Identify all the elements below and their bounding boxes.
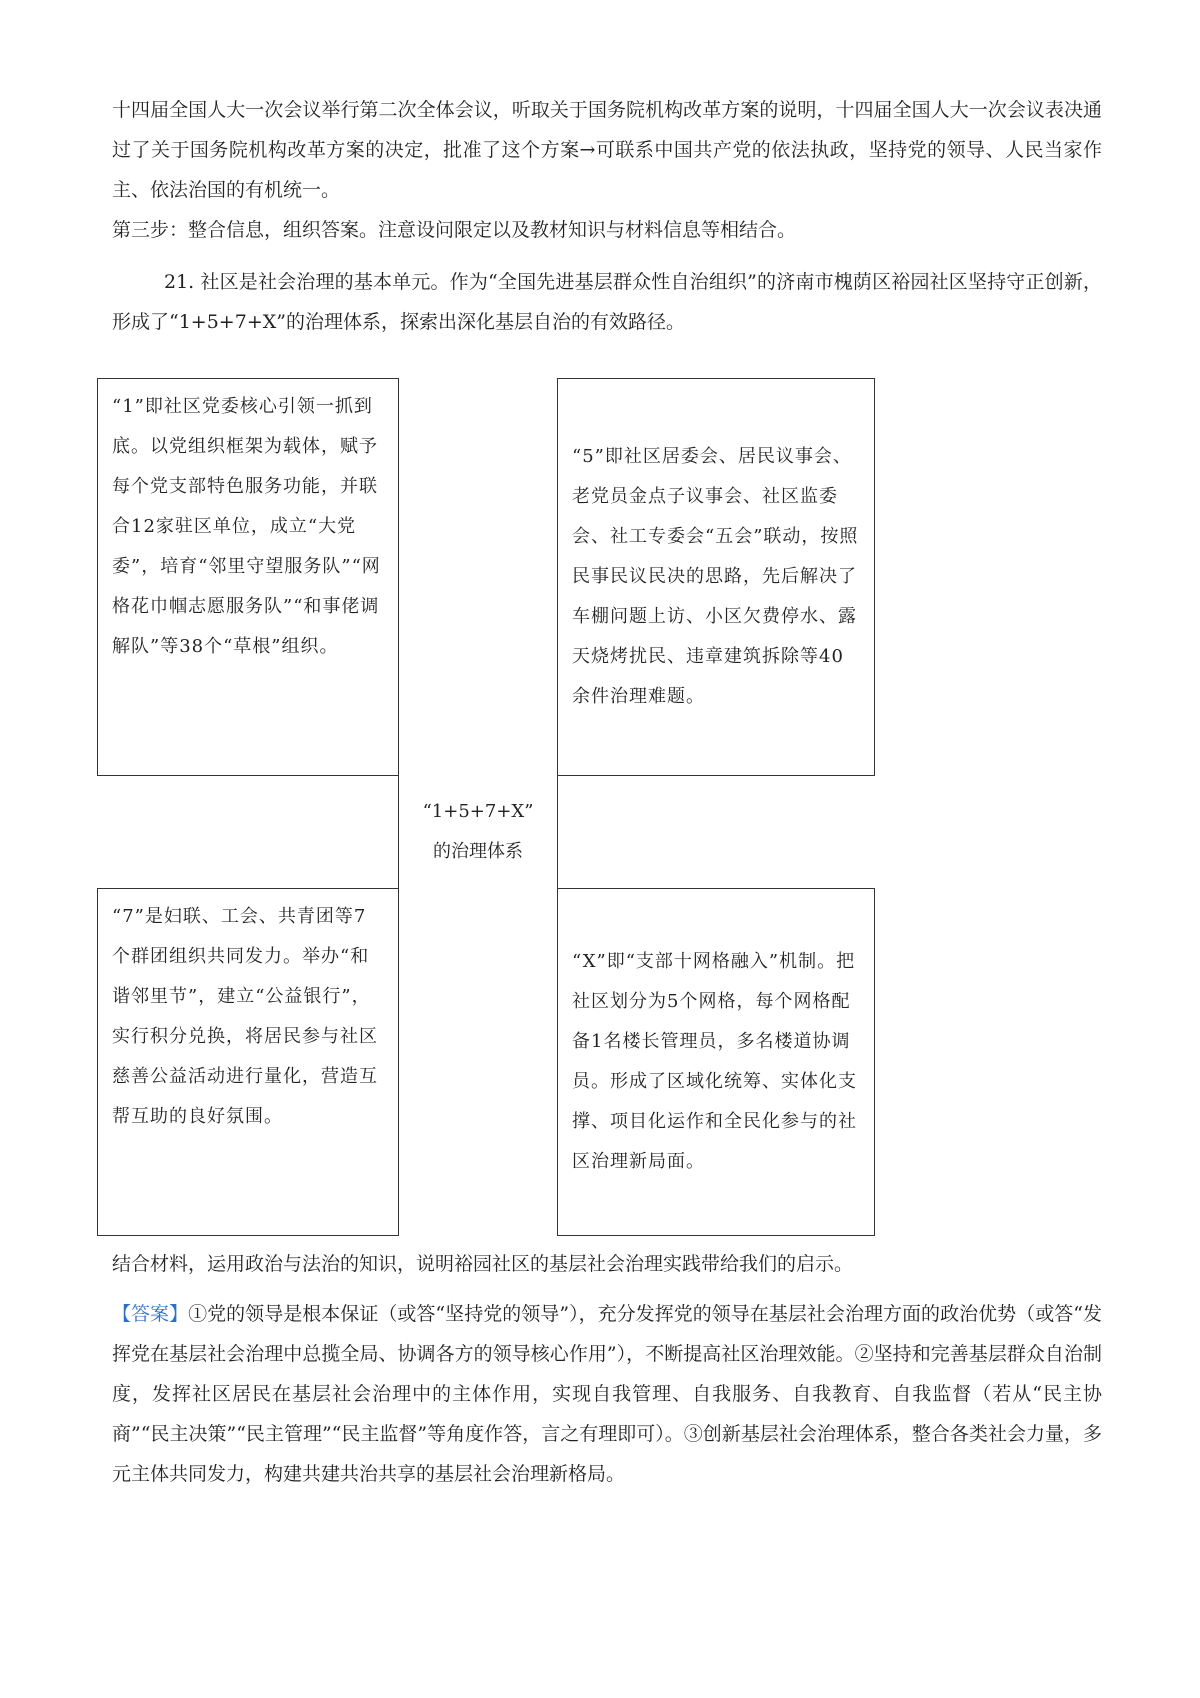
answer-block: [112, 1294, 1102, 1494]
answer-tag: 【答案】: [112, 1303, 189, 1325]
answer-text: ①党的领导是根本保证（或答“坚持党的领导”），充分发挥党的领导在基层社会治理方面的政治优势（或答“发挥党在基层社会治理中总揽全局、协调各方的领导核心作用”），不断提高社区治理效能。②坚持和完善基层群众自治制度，发挥社区居民在基层社会治理中的主体作用，实现自我管理、自我服务、自我教育、自我监督（若从“民主协商”“民主决策”“民主管理”“民主监督”等角度作答，言之有理即可）。③创新基层社会治理体系，整合各类社会力量，多元主体共同发力，构建共建共治共享的基层社会治理新格局。: [112, 1303, 1102, 1485]
divider-left-bottom: [398, 888, 399, 1236]
intro-paragraph: 十四届全国人大一次会议举行第二次全体会议，听取关于国务院机构改革方案的说明，十四届全国人大一次会议表决通过了关于国务院机构改革方案的决定，批准了这个方案→可联系中国共产党的依法执政，坚持党的领导、人民当家作主、依法治国的有机统一。: [112, 99, 1102, 201]
box-1-party-committee: “1”即社区党委核心引领一抓到底。以党组织框架为载体，赋予每个党支部特色服务功能，并联合12家驻区单位，成立“大党委”，培育“邻里守望服务队”“网格花巾帼志愿服务队”“和事佬调解队”等38个“草根”组织。: [97, 378, 399, 776]
box-x-text: “X”即“支部十网格融入”机制。把社区划分为5个网格，每个网格配备1名楼长管理员，多名楼道协调员。形成了区域化统筹、实体化支撑、项目化运作和全民化参与的社区治理新局面。: [572, 951, 857, 1172]
question-21: 21. 社区是社会治理的基本单元。作为“全国先进基层群众性自治组织”的济南市槐荫区裕园社区坚持守正创新，形成了“1+5+7+X”的治理体系，探索出深化基层自治的有效路径。: [112, 271, 1102, 333]
step-three: 第三步：整合信息，组织答案。注意设问限定以及教材知识与材料信息等相结合。: [112, 219, 797, 241]
center-label: [398, 776, 558, 888]
box-5-text: “5”即社区居委会、居民议事会、老党员金点子议事会、社区监委会、社工专委会“五会”联动，按照民事民议民决的思路，先后解决了车棚问题上访、小区欠费停水、露天烧烤扰民、违章建筑拆除等40余件治理难题。: [572, 446, 859, 707]
box-x-grid-mechanism: [557, 888, 875, 1236]
center-label-line1: “1+5+7+X”: [422, 801, 534, 822]
center-label-line2: 的治理体系: [433, 841, 523, 862]
box-7-mass-organizations: “7”是妇联、工会、共青团等7个群团组织共同发力。举办“和谐邻里节”，建立“公益银行”，实行积分兑换，将居民参与社区慈善公益活动进行量化，营造互帮互助的良好氛围。: [97, 888, 399, 1236]
box-5-five-councils: [557, 378, 875, 776]
question-prompt: 结合材料，运用政治与法治的知识，说明裕园社区的基层社会治理实践带给我们的启示。: [112, 1253, 854, 1275]
